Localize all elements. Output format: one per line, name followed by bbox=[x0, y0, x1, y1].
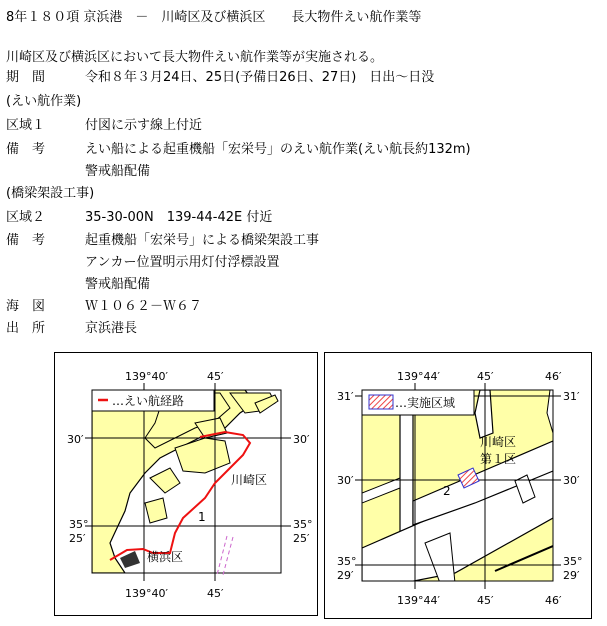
map2-lon-top-1: 139°44′ bbox=[397, 370, 440, 383]
notice-summary: 川崎区及び横浜区において長大物件えい航作業等が実施される。 bbox=[6, 50, 384, 65]
area2-row bbox=[6, 208, 596, 227]
remarks2-label: 備 考 bbox=[6, 233, 46, 248]
area1-row bbox=[6, 116, 596, 135]
map2-lat-30-left: 30′ bbox=[337, 474, 354, 487]
map2-area-number: 2 bbox=[443, 484, 451, 498]
period-row bbox=[6, 68, 596, 87]
map1-lat-30-left: 30′ bbox=[67, 433, 84, 446]
map2-lat-29-right: 29′ bbox=[563, 569, 580, 582]
map2-label-district: 第１区 bbox=[480, 452, 517, 466]
area1-label: 区域１ bbox=[6, 118, 46, 133]
remarks2-row3 bbox=[6, 275, 596, 294]
remarks2-line2: アンカー位置明示用灯付浮標設置 bbox=[85, 255, 280, 270]
work-area-legend-icon bbox=[369, 395, 393, 409]
notice-title: 8年１８０項 京浜港 － 川崎区及び横浜区 長大物件えい航作業等 bbox=[6, 10, 422, 25]
chart-row bbox=[6, 297, 596, 316]
remarks2-line1: 起重機船「宏栄号」による橋梁架設工事 bbox=[85, 233, 320, 248]
map2-lat-31-right: 31′ bbox=[563, 390, 580, 403]
remarks2-row bbox=[6, 231, 596, 250]
section1-heading: (えい航作業) bbox=[6, 94, 82, 109]
remarks2-row2 bbox=[6, 253, 596, 272]
remarks2-line3: 警戒船配備 bbox=[85, 277, 151, 292]
remarks1-line1: えい船による起重機船「宏栄号」のえい航作業(えい航長約132m) bbox=[85, 142, 471, 157]
map2-lat-35-right: 35° bbox=[563, 555, 583, 568]
source-row bbox=[6, 319, 596, 338]
map2-lon-top-3: 46′ bbox=[545, 370, 562, 383]
chart-label: 海 図 bbox=[6, 299, 46, 314]
map2-lat-31-left: 31′ bbox=[337, 390, 354, 403]
remarks1-row2 bbox=[6, 162, 596, 181]
map1-lat-35-right: 35° bbox=[293, 518, 313, 531]
period-value: 令和８年３月24日、25日(予備日26日、27日) 日出～日没 bbox=[85, 70, 435, 85]
map1-lat-25-right: 25′ bbox=[293, 532, 310, 545]
map1-lon-bottom-2: 45′ bbox=[207, 587, 224, 600]
map2-legend: …実施区域 bbox=[395, 396, 456, 410]
map2-frame bbox=[324, 352, 592, 619]
map1-lat-25-left: 25′ bbox=[69, 532, 86, 545]
remarks1-row bbox=[6, 140, 606, 159]
chart-value: Ｗ１０６２－Ｗ６７ bbox=[85, 299, 203, 314]
map2-lon-bottom-1: 139°44′ bbox=[397, 594, 440, 607]
map2-lat-30-right: 30′ bbox=[563, 474, 580, 487]
map2-lon-bottom-3: 46′ bbox=[545, 594, 562, 607]
remarks1-label: 備 考 bbox=[6, 142, 46, 157]
area2-value: 35-30-00N 139-44-42E 付近 bbox=[85, 210, 273, 225]
map1-svg bbox=[55, 353, 317, 615]
map1-lon-bottom-1: 139°40′ bbox=[125, 587, 168, 600]
source-label: 出 所 bbox=[6, 321, 46, 336]
map1-label-kawasaki: 川崎区 bbox=[231, 473, 268, 487]
map2-lat-29-left: 29′ bbox=[337, 569, 354, 582]
map1-lon-top-2: 45′ bbox=[207, 370, 224, 383]
area1-value: 付図に示す線上付近 bbox=[85, 118, 203, 133]
map1-lat-35-left: 35° bbox=[69, 518, 89, 531]
map2-label-kawasaki: 川崎区 bbox=[480, 435, 517, 449]
map1-area-number: 1 bbox=[198, 510, 206, 524]
map1-label-yokohama: 横浜区 bbox=[147, 550, 184, 564]
source-value: 京浜港長 bbox=[85, 321, 138, 336]
map2-svg bbox=[325, 353, 591, 618]
remarks1-line2: 警戒船配備 bbox=[85, 164, 151, 179]
map1-legend: …えい航経路 bbox=[112, 394, 185, 408]
map2-land bbox=[362, 390, 553, 591]
map1-lat-30-right: 30′ bbox=[293, 433, 310, 446]
map2-lon-bottom-2: 45′ bbox=[477, 594, 494, 607]
map1-lon-top-1: 139°40′ bbox=[125, 370, 168, 383]
section2-heading: (橋梁架設工事) bbox=[6, 186, 95, 201]
period-label: 期 間 bbox=[6, 70, 46, 85]
area2-label: 区域２ bbox=[6, 210, 46, 225]
map1-frame bbox=[54, 352, 318, 616]
map2-lat-35-left: 35° bbox=[337, 555, 357, 568]
map2-lon-top-2: 45′ bbox=[477, 370, 494, 383]
